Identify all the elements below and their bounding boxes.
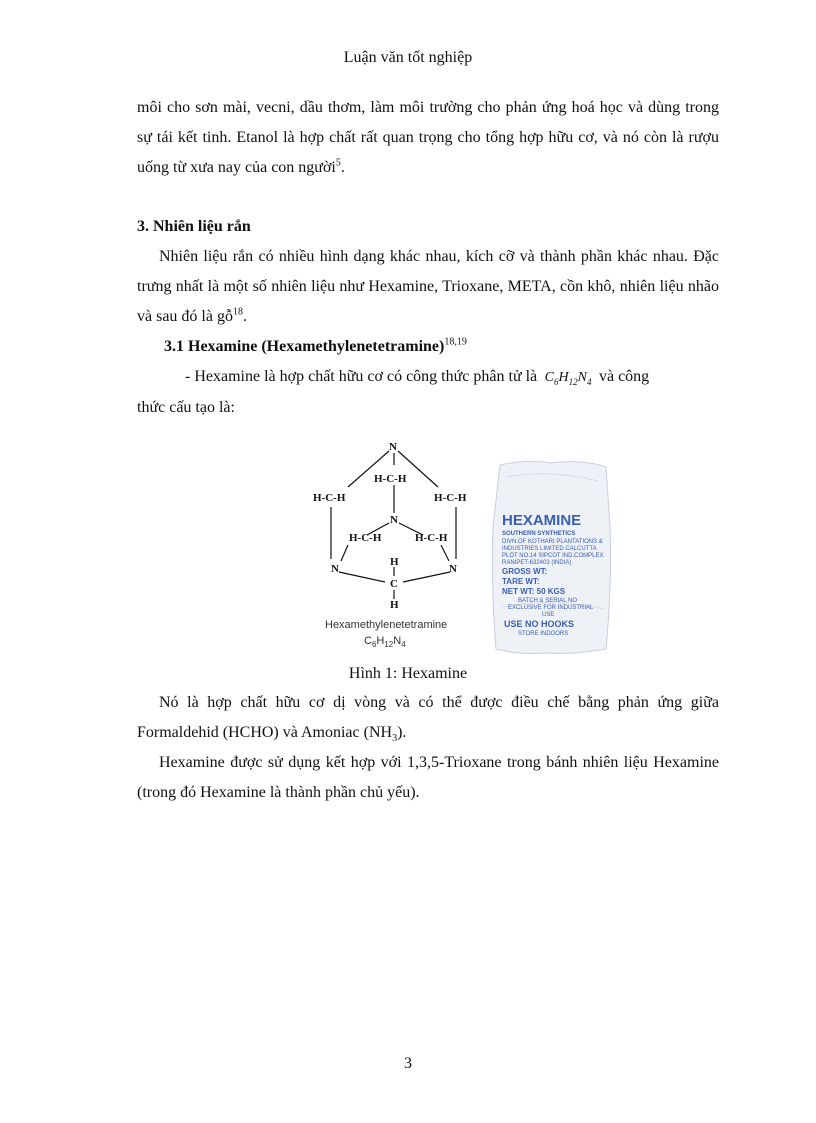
section-3-ref: 18 <box>232 306 243 318</box>
hexamine-bag-photo <box>488 457 613 657</box>
formula-line-suffix: và công <box>598 368 650 385</box>
group-hch-top: H-C-H <box>374 473 407 485</box>
hexamine-figure <box>298 435 728 660</box>
para-a-text: Nó là hợp chất hữu cơ dị vòng và có thể được điều chế bằng phản ứng giữa Formaldehid (HCHO) và Amoniac (NH <box>137 694 719 741</box>
section-3 <box>137 212 719 332</box>
formula-line-prefix: - Hexamine là hợp chất hữu cơ có công thức phân tử là <box>185 368 538 385</box>
formula-line-2: thức cấu tạo là: <box>137 399 235 416</box>
svg-text:USE NO HOOKS: USE NO HOOKS <box>504 619 575 629</box>
structural-formula <box>303 435 483 655</box>
section-3-heading: 3. Nhiên liệu rắn <box>137 218 251 235</box>
formula-line <box>137 362 719 393</box>
intro-end: . <box>340 159 345 176</box>
atom-n-right: N <box>449 563 457 575</box>
atom-h-lower: H <box>390 599 399 611</box>
svg-text:USE: USE <box>542 612 555 618</box>
svg-text:DIVN.OF KOTHARI PLANTATIONS &: DIVN.OF KOTHARI PLANTATIONS & <box>502 539 603 545</box>
para-a-sub: 3 <box>392 733 398 745</box>
svg-text:GROSS WT:: GROSS WT: <box>502 567 548 576</box>
svg-text:SOUTHERN SYNTHETICS: SOUTHERN SYNTHETICS <box>502 531 576 537</box>
atom-n-top: N <box>389 441 397 453</box>
figure-caption: Hình 1: Hexamine <box>348 665 468 682</box>
svg-text:STORE INDOORS: STORE INDOORS <box>518 631 569 637</box>
section-3-1-heading: 3.1 Hexamine (Hexamethylenetetramine) <box>164 338 445 355</box>
svg-text:PLOT NO.14 SIPCOT IND.COMPLEX: PLOT NO.14 SIPCOT IND.COMPLEX <box>502 553 604 559</box>
atom-n-left: N <box>331 563 339 575</box>
svg-text:RANIPET-632403 (INDIA): RANIPET-632403 (INDIA) <box>502 560 572 566</box>
atom-h-upper: H <box>390 556 399 568</box>
section-3-text: Nhiên liệu rắn có nhiều hình dạng khác nhau, kích cỡ và thành phần khác nhau. Đặc trưng nhất là một số nhiên liệu như Hexamine, Trioxane, META, cồn khô, nhiên liệu nhão và sau đó là gỗ <box>137 248 719 325</box>
structure-name: Hexamethylenetetramine <box>325 619 448 631</box>
svg-text:BATCH & SERIAL NO: BATCH & SERIAL NO <box>518 598 578 604</box>
group-hch-inner-left: H-C-H <box>349 532 382 544</box>
group-hch-left: H-C-H <box>313 492 346 504</box>
group-hch-right: H-C-H <box>434 492 467 504</box>
group-hch-inner-right: H-C-H <box>415 532 448 544</box>
intro-ref: 5 <box>335 157 341 169</box>
atom-n-center: N <box>390 514 398 526</box>
svg-text:NET WT: 50 KGS: NET WT: 50 KGS <box>502 587 566 596</box>
svg-text:INDUSTRIES LIMITED CALCUTTA: INDUSTRIES LIMITED CALCUTTA <box>502 546 597 552</box>
section-3-1-heading-wrap <box>137 332 719 362</box>
section-3-end: . <box>242 308 247 325</box>
svg-text:TARE WT:: TARE WT: <box>502 577 540 586</box>
section-3-1 <box>137 332 719 423</box>
intro-text: môi cho sơn mài, vecni, dầu thơm, làm môi trường cho phản ứng hoá học và dùng trong sự tái kết tinh. Etanol là hợp chất rất quan trọng cho tổng hợp hữu cơ, và nó còn là rượu uống từ xưa nay của con người <box>137 99 719 176</box>
page-header: Luận văn tốt nghiệp <box>343 49 473 66</box>
intro-paragraph <box>137 93 719 183</box>
structure-formula: $C_6H_{12}N_4$ <box>364 635 406 649</box>
para-a-end: ). <box>397 724 407 741</box>
para-b: Hexamine được sử dụng kết hợp với 1,3,5-Trioxane trong bánh nhiên liệu Hexamine (trong đó Hexamine là thành phần chủ yếu). <box>137 754 719 801</box>
bag-brand: HEXAMINE <box>502 512 582 529</box>
page-number: 3 <box>404 1055 412 1072</box>
atom-c-bottom: C <box>390 578 398 590</box>
closing-paragraphs <box>137 688 719 808</box>
section-3-1-ref: 18,19 <box>444 336 467 348</box>
svg-text:EXCLUSIVE FOR INDUSTRIAL: EXCLUSIVE FOR INDUSTRIAL <box>508 605 594 611</box>
molecular-formula: $C_6H_{12}N_4$ <box>544 370 592 387</box>
